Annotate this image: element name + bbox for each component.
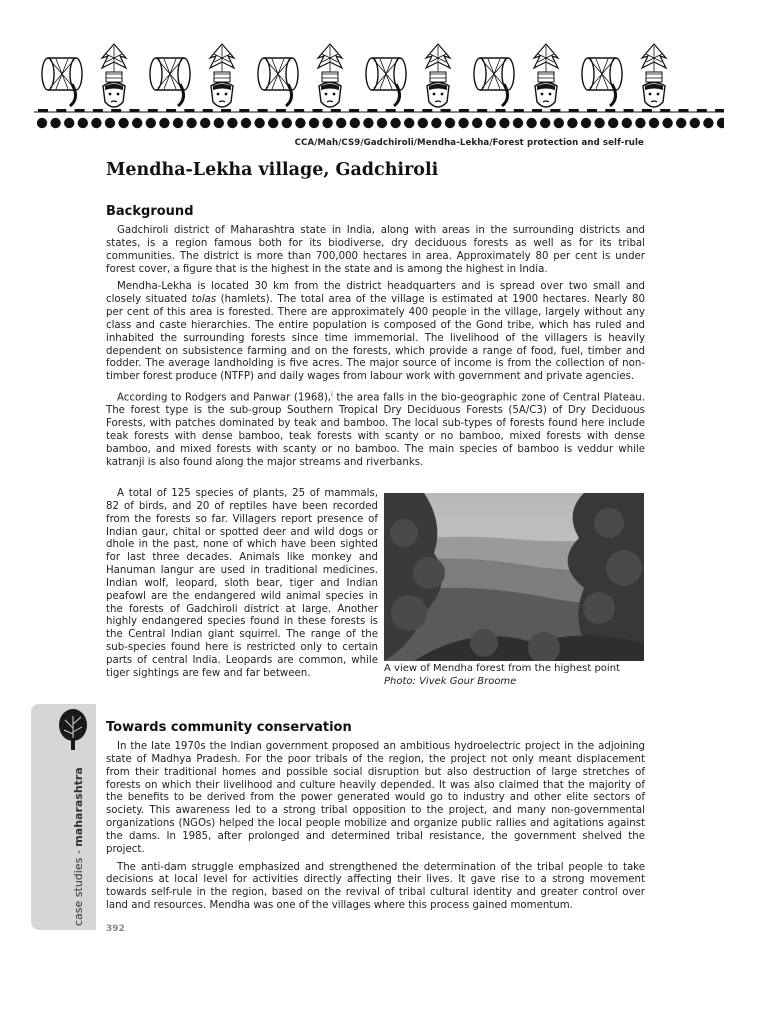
tree-icon xyxy=(426,44,450,82)
photo-caption xyxy=(384,663,646,689)
drum-icon xyxy=(42,58,82,106)
background-section xyxy=(106,204,645,470)
forest-photo xyxy=(384,493,644,661)
side-label: case studies - maharashtra xyxy=(72,767,85,926)
face-icon xyxy=(643,83,665,108)
page-title: Mendha-Lekha village, Gadchiroli xyxy=(106,160,439,180)
tree-icon xyxy=(102,44,126,82)
caption-text: A view of Mendha forest from the highest point xyxy=(384,663,620,674)
background-paragraph-3: According to Rodgers and Panwar (1968),$^i$ the area falls in the bio-geographic zone of Central Plateau. The forest type is the sub-group Southern Tropical Dry Deciduous Forests (5A/C3) of Dry Deciduous Forests, with patches dominated by teak and bamboo. The local sub-types of forests found here include teak forests with dense bamboo, teak forests with scanty or no bamboo, mixed forests with dense bamboo, and mixed forests with scanty or no bamboo. The main species of bamboo is veddur while katranji is also found along the major streams and riverbanks. xyxy=(106,391,646,468)
tree-icon xyxy=(318,44,342,82)
background-paragraph-2: Mendha-Lekha is located 30 km from the district headquarters and is spread over two small and closely situated tolas (hamlets). The total area of the village is estimated at 1900 hectares. Nearly 80 per cent of this area is forested. There are approximately 400 people in the village, largely without any class and caste hierarchies. The entire population is composed of the Gond tribe, which has ruled and inhabited the surrounding forests since time immemorial. The livelihood of the villagers is heavily dependent on subsistence farming and on the forests, which provide a range of food, fuel, timber and fodder. The average landholding is five acres. The major source of income is from the collection of non-timber forest produce (NTFP) and daily wages from labour work with government and private agencies. xyxy=(106,281,645,383)
conservation-paragraph-1: In the late 1970s the Indian government proposed an ambitious hydroelectric project in the adjoining state of Madhya Pradesh. For the poor tribals of the region, the project not only meant displacement from their traditional homes and possible social disruption but also destruction of large stretches of forests on which their livelihood and culture heavily depended. It was also claimed that the majority of the benefits to be derived from the power generated would go to industry and other elite sectors of society. This awareness led to a strong tribal opposition to the project, and many non-governmental organizations (NGOs) helped the local people mobilize and organize public rallies and agitations against the dams. In 1985, after prolonged and determined tribal resistance, the government shelved the project. xyxy=(106,741,645,855)
face-icon xyxy=(427,83,449,108)
drum-icon xyxy=(474,58,514,106)
drum-icon xyxy=(582,58,622,106)
tree-logo-icon xyxy=(58,708,88,756)
background-paragraph-1: Gadchiroli district of Maharashtra state in India, along with areas in the surrounding districts and states, is a region famous both for its biodiverse, dry deciduous forests as well as for its tribal communities. The district is more than 700,000 hectares in area. Approximately 80 per cent is under forest cover, a figure that is the highest in the state and is among the highest in India. xyxy=(106,225,645,275)
conservation-heading: Towards community conservation xyxy=(106,720,352,735)
face-icon xyxy=(103,83,125,108)
drum-icon xyxy=(258,58,298,106)
bead-chain-icon xyxy=(34,109,724,128)
forest-photo-image xyxy=(384,493,644,661)
face-icon xyxy=(535,83,557,108)
tree-icon xyxy=(534,44,558,82)
tree-icon xyxy=(210,44,234,82)
face-icon xyxy=(211,83,233,108)
drum-icon xyxy=(150,58,190,106)
face-icon xyxy=(319,83,341,108)
species-column xyxy=(106,488,378,681)
background-heading: Background xyxy=(106,204,194,219)
decorative-banner xyxy=(34,40,724,132)
conservation-section xyxy=(106,720,645,913)
tree-icon xyxy=(642,44,666,82)
drum-icon xyxy=(366,58,406,106)
species-paragraph: A total of 125 species of plants, 25 of mammals, 82 of birds, and 20 of reptiles have been recorded from the forests so far. Villagers report presence of Indian gaur, chital or spotted deer and wild dogs or dhole in the past, none of which have been sighted for last three decades. Animals like monkey and Hanuman langur are used in traditional medicines. Indian wolf, leopard, sloth bear, tiger and Indian peafowl are the endangered wild animal species in the forests of Gadchiroli district at large. Another highly endangered species found in these forests is the Central Indian giant squirrel. The range of the sub-species found here is restricted only to certain parts of central India. Leopards are common, while tiger sightings are few and far between. xyxy=(106,488,378,679)
conservation-paragraph-2: The anti-dam struggle emphasized and strengthened the determination of the tribal people to take decisions at local level for activities directly affecting their lives. It gave rise to a strong movement towards self-rule in the region, based on the revival of tribal cultural identity and greater control over land and resources. Mendha was one of the villages where this process gained momentum. xyxy=(106,861,645,912)
page-number: 392 xyxy=(106,924,125,934)
banner-art xyxy=(34,40,724,132)
photo-credit: Photo: Vivek Gour Broome xyxy=(384,675,517,687)
reference-line: CCA/Mah/CS9/Gadchiroli/Mendha-Lekha/Forest protection and self-rule xyxy=(294,138,644,148)
